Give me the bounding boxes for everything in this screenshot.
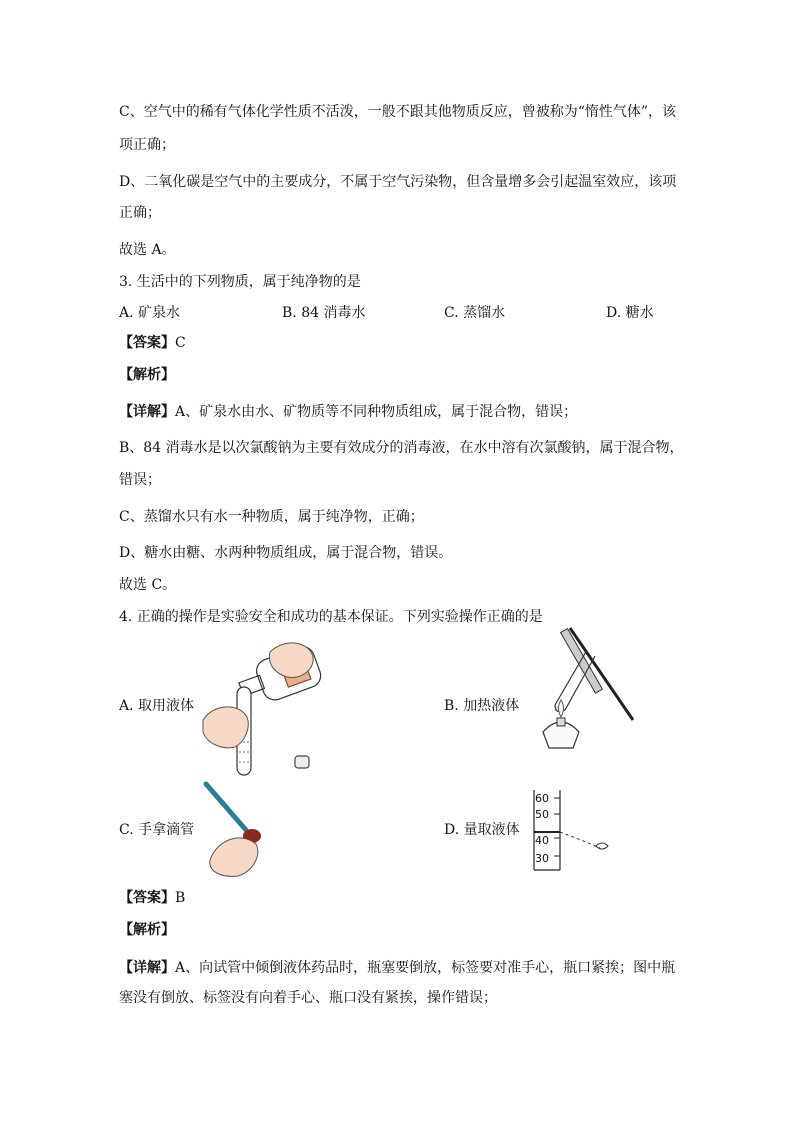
q4-stem: 4. 正确的操作是实验安全和成功的基本保证。下列实验操作正确的是 [119, 609, 543, 625]
q3-analysis-label: 【解析】 [119, 367, 175, 383]
q4-answer-value: B [175, 890, 186, 906]
q3-detail-line4: C、蒸馏水只有水一种物质，属于纯净物，正确； [119, 509, 424, 525]
q4-option-a: A. 取用液体 [119, 698, 195, 714]
para-c-line2: 项正确； [119, 137, 175, 153]
cylinder-figure [530, 790, 620, 872]
q3-detail-label: 【详解】 [119, 404, 175, 420]
q3-detail-line1 [119, 402, 577, 422]
q3-stem: 3. 生活中的下列物质，属于纯净物的是 [119, 274, 361, 290]
q4-answer [119, 888, 185, 908]
q3-answer [119, 333, 186, 353]
q4-detail-label: 【详解】 [119, 960, 175, 976]
q3-conclusion: 故选 C。 [119, 577, 177, 593]
para-conclusion: 故选 A。 [119, 242, 176, 258]
pouring-liquid-figure [195, 632, 345, 782]
cylinder-tick-50: 50 [535, 808, 549, 821]
q3-option-c: C. 蒸馏水 [444, 305, 506, 321]
q4-analysis-label: 【解析】 [119, 922, 175, 938]
q4-option-c: C. 手拿滴管 [119, 822, 195, 838]
q4-option-d: D. 量取液体 [444, 822, 520, 838]
q4-detail-line1 [119, 958, 675, 978]
q4-detail-line2: 塞没有倒放、标签没有向着手心、瓶口没有紧挨，操作错误； [119, 990, 497, 1006]
q4-option-b: B. 加热液体 [444, 698, 520, 714]
q3-answer-label: 【答案】 [119, 335, 175, 351]
q3-option-d: D. 糖水 [606, 305, 654, 321]
para-d-line2: 正确； [119, 205, 161, 221]
q4-detail-text1: A、向试管中倾倒液体药品时，瓶塞要倒放，标签要对准手心，瓶口紧挨；图中瓶 [175, 960, 676, 976]
cylinder-tick-60: 60 [535, 792, 549, 805]
q3-option-b: B. 84 消毒水 [282, 305, 366, 321]
dropper-figure [198, 780, 278, 880]
q3-option-a: A. 矿泉水 [119, 305, 181, 321]
cylinder-tick-30: 30 [535, 852, 549, 865]
para-d-line1: D、二氧化碳是空气中的主要成分，不属于空气污染物，但含量增多会引起温室效应，该项 [119, 174, 677, 190]
q3-detail-text1: A、矿泉水由水、矿物质等不同种物质组成，属于混合物，错误； [175, 404, 578, 420]
q3-answer-value: C [175, 335, 186, 351]
para-c-line1: C、空气中的稀有气体化学性质不活泼，一般不跟其他物质反应，曾被称为“惰性气体”，该 [119, 104, 677, 120]
q4-answer-label: 【答案】 [119, 890, 175, 906]
heating-liquid-figure [525, 620, 640, 755]
q3-detail-line5: D、糖水由糖、水两种物质组成，属于混合物，错误。 [119, 545, 453, 561]
cylinder-tick-40: 40 [535, 834, 549, 847]
q3-detail-line3: 错误； [119, 472, 161, 488]
q3-detail-line2: B、84 消毒水是以次氯酸钠为主要有效成分的消毒液，在水中溶有次氯酸钠，属于混合物， [119, 440, 684, 456]
